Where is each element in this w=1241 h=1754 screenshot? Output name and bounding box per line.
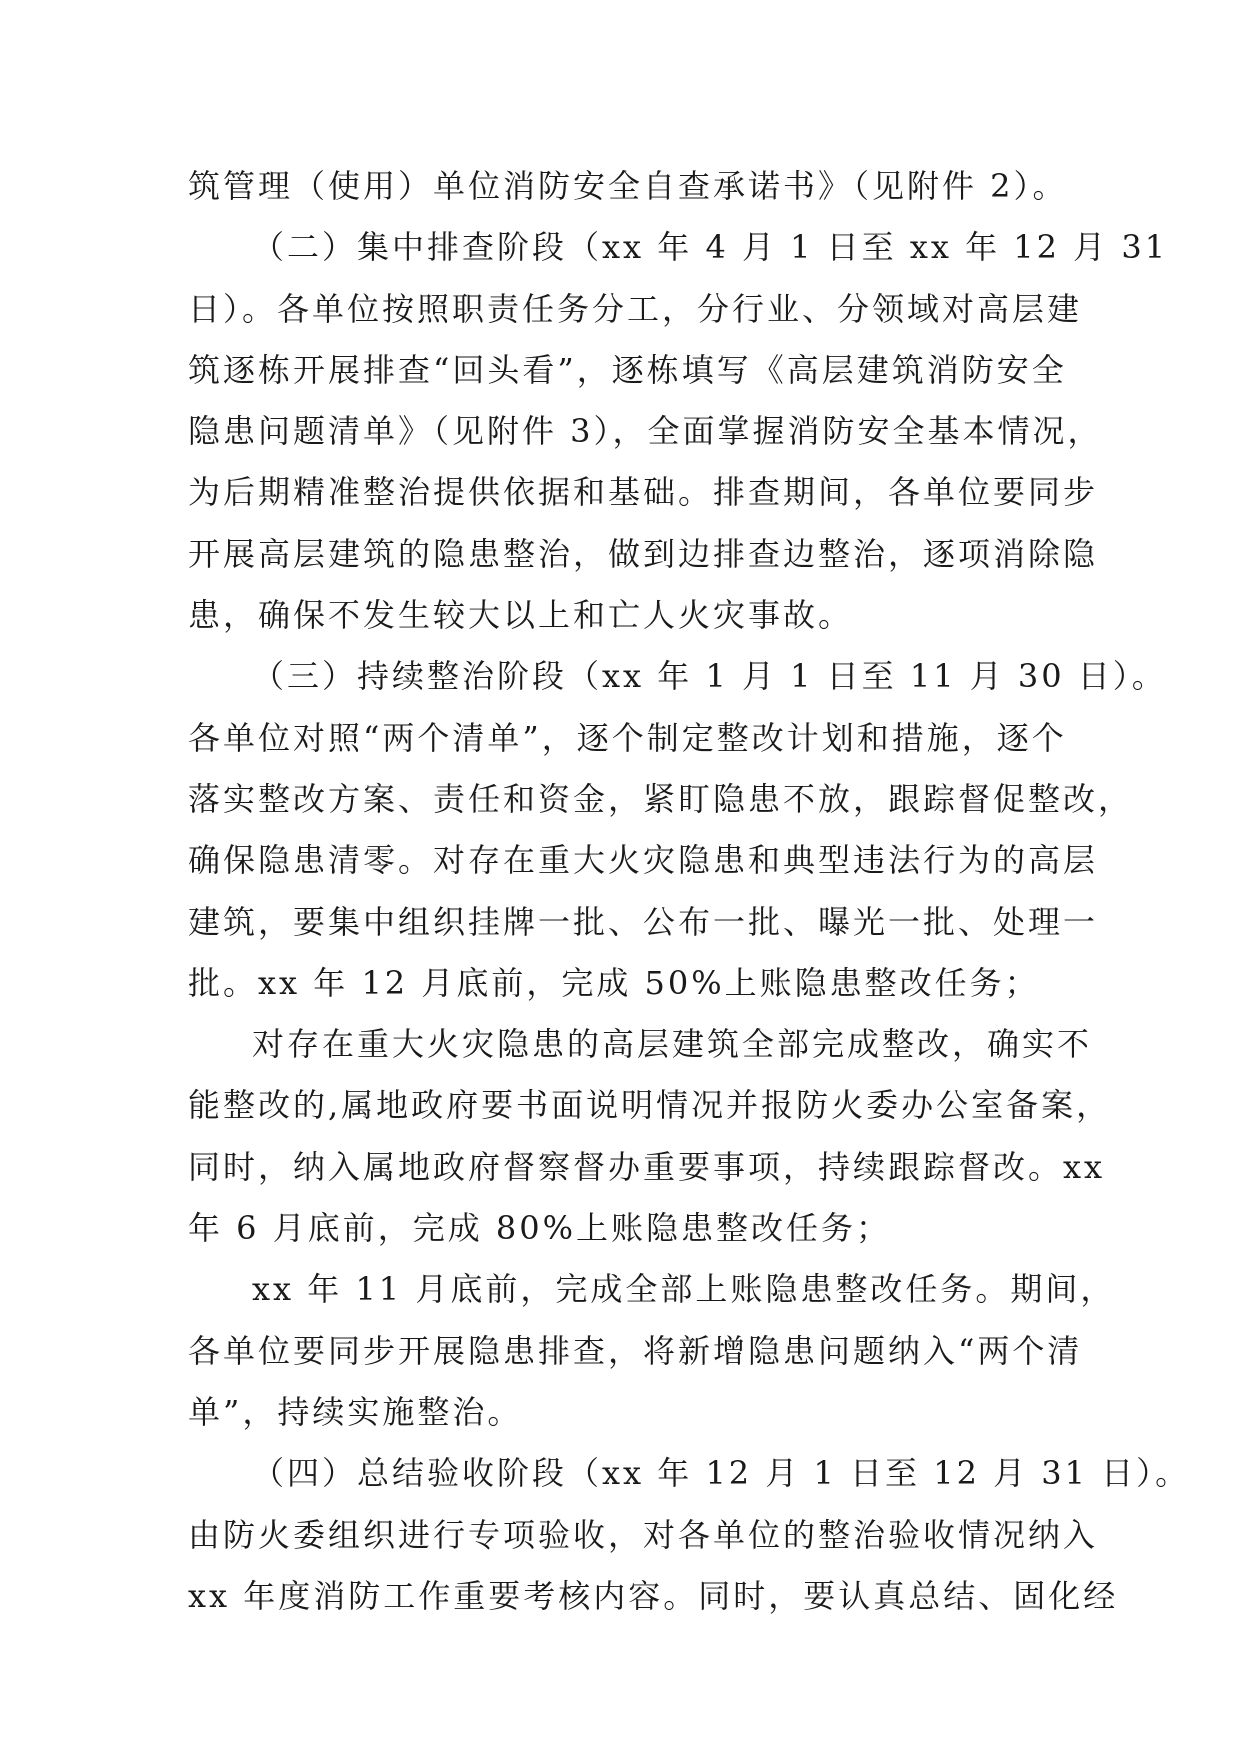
text-line: 批。xx 年 12 月底前，完成 50%上账隐患整改任务； bbox=[188, 963, 1040, 1002]
text-line: 筑管理（使用）单位消防安全自查承诺书》（见附件 2）。 bbox=[188, 167, 1068, 205]
text-line: 确保隐患清零。对存在重大火灾隐患和典型违法行为的高层 bbox=[188, 841, 1099, 880]
text-line: 能整改的,属地政府要书面说明情况并报防火委办公室备案， bbox=[188, 1086, 1112, 1125]
document-body bbox=[188, 156, 1191, 1627]
text-line: （三）持续整治阶段（xx 年 1 月 1 日至 11 月 30 日）。 bbox=[252, 657, 1167, 696]
text-line: 各单位对照“两个清单”，逐个制定整改计划和措施，逐个 bbox=[188, 718, 1067, 757]
text-line: （四）总结验收阶段（xx 年 12 月 1 日至 12 月 31 日）。 bbox=[252, 1454, 1191, 1493]
paragraph-self-check-commitment bbox=[188, 156, 1068, 217]
text-line: 年 6 月底前，完成 80%上账隐患整改任务； bbox=[188, 1209, 892, 1248]
text-line: 隐患问题清单》（见附件 3），全面掌握消防安全基本情况， bbox=[188, 412, 1103, 451]
text-line: （二）集中排查阶段（xx 年 4 月 1 日至 xx 年 12 月 31 bbox=[252, 228, 1169, 267]
text-line: 开展高层建筑的隐患整治，做到边排查边整治，逐项消除隐 bbox=[188, 534, 1099, 573]
paragraph-major-hazard-rectification bbox=[188, 1014, 1112, 1259]
paragraph-november-deadline bbox=[188, 1259, 1116, 1443]
text-line: 日）。各单位按照职责任务分工，分行业、分领域对高层建 bbox=[188, 289, 1083, 328]
paragraph-centralized-inspection-stage bbox=[188, 217, 1169, 646]
text-line: 落实整改方案、责任和资金，紧盯隐患不放，跟踪督促整改， bbox=[188, 779, 1134, 818]
text-line: 筑逐栋开展排查“回头看”，逐栋填写《高层建筑消防安全 bbox=[188, 350, 1067, 389]
text-line: xx 年 11 月底前，完成全部上账隐患整改任务。期间， bbox=[252, 1270, 1116, 1309]
text-line: 患，确保不发生较大以上和亡人火灾事故。 bbox=[188, 596, 854, 635]
text-line: 由防火委组织进行专项验收，对各单位的整治验收情况纳入 bbox=[188, 1515, 1099, 1554]
text-line: 对存在重大火灾隐患的高层建筑全部完成整改，确实不 bbox=[252, 1025, 1093, 1064]
paragraph-continuous-rectification-stage bbox=[188, 646, 1167, 1014]
text-line: 为后期精准整治提供依据和基础。排查期间，各单位要同步 bbox=[188, 473, 1099, 512]
text-line: 同时，纳入属地政府督察督办重要事项，持续跟踪督改。xx bbox=[188, 1147, 1106, 1186]
text-line: 单”，持续实施整治。 bbox=[188, 1392, 523, 1431]
text-line: xx 年度消防工作重要考核内容。同时，要认真总结、固化经 bbox=[188, 1576, 1119, 1615]
text-line: 各单位要同步开展隐患排查，将新增隐患问题纳入“两个清 bbox=[188, 1331, 1083, 1370]
text-line: 建筑，要集中组织挂牌一批、公布一批、曝光一批、处理一 bbox=[188, 902, 1099, 941]
paragraph-summary-acceptance-stage bbox=[188, 1443, 1191, 1627]
